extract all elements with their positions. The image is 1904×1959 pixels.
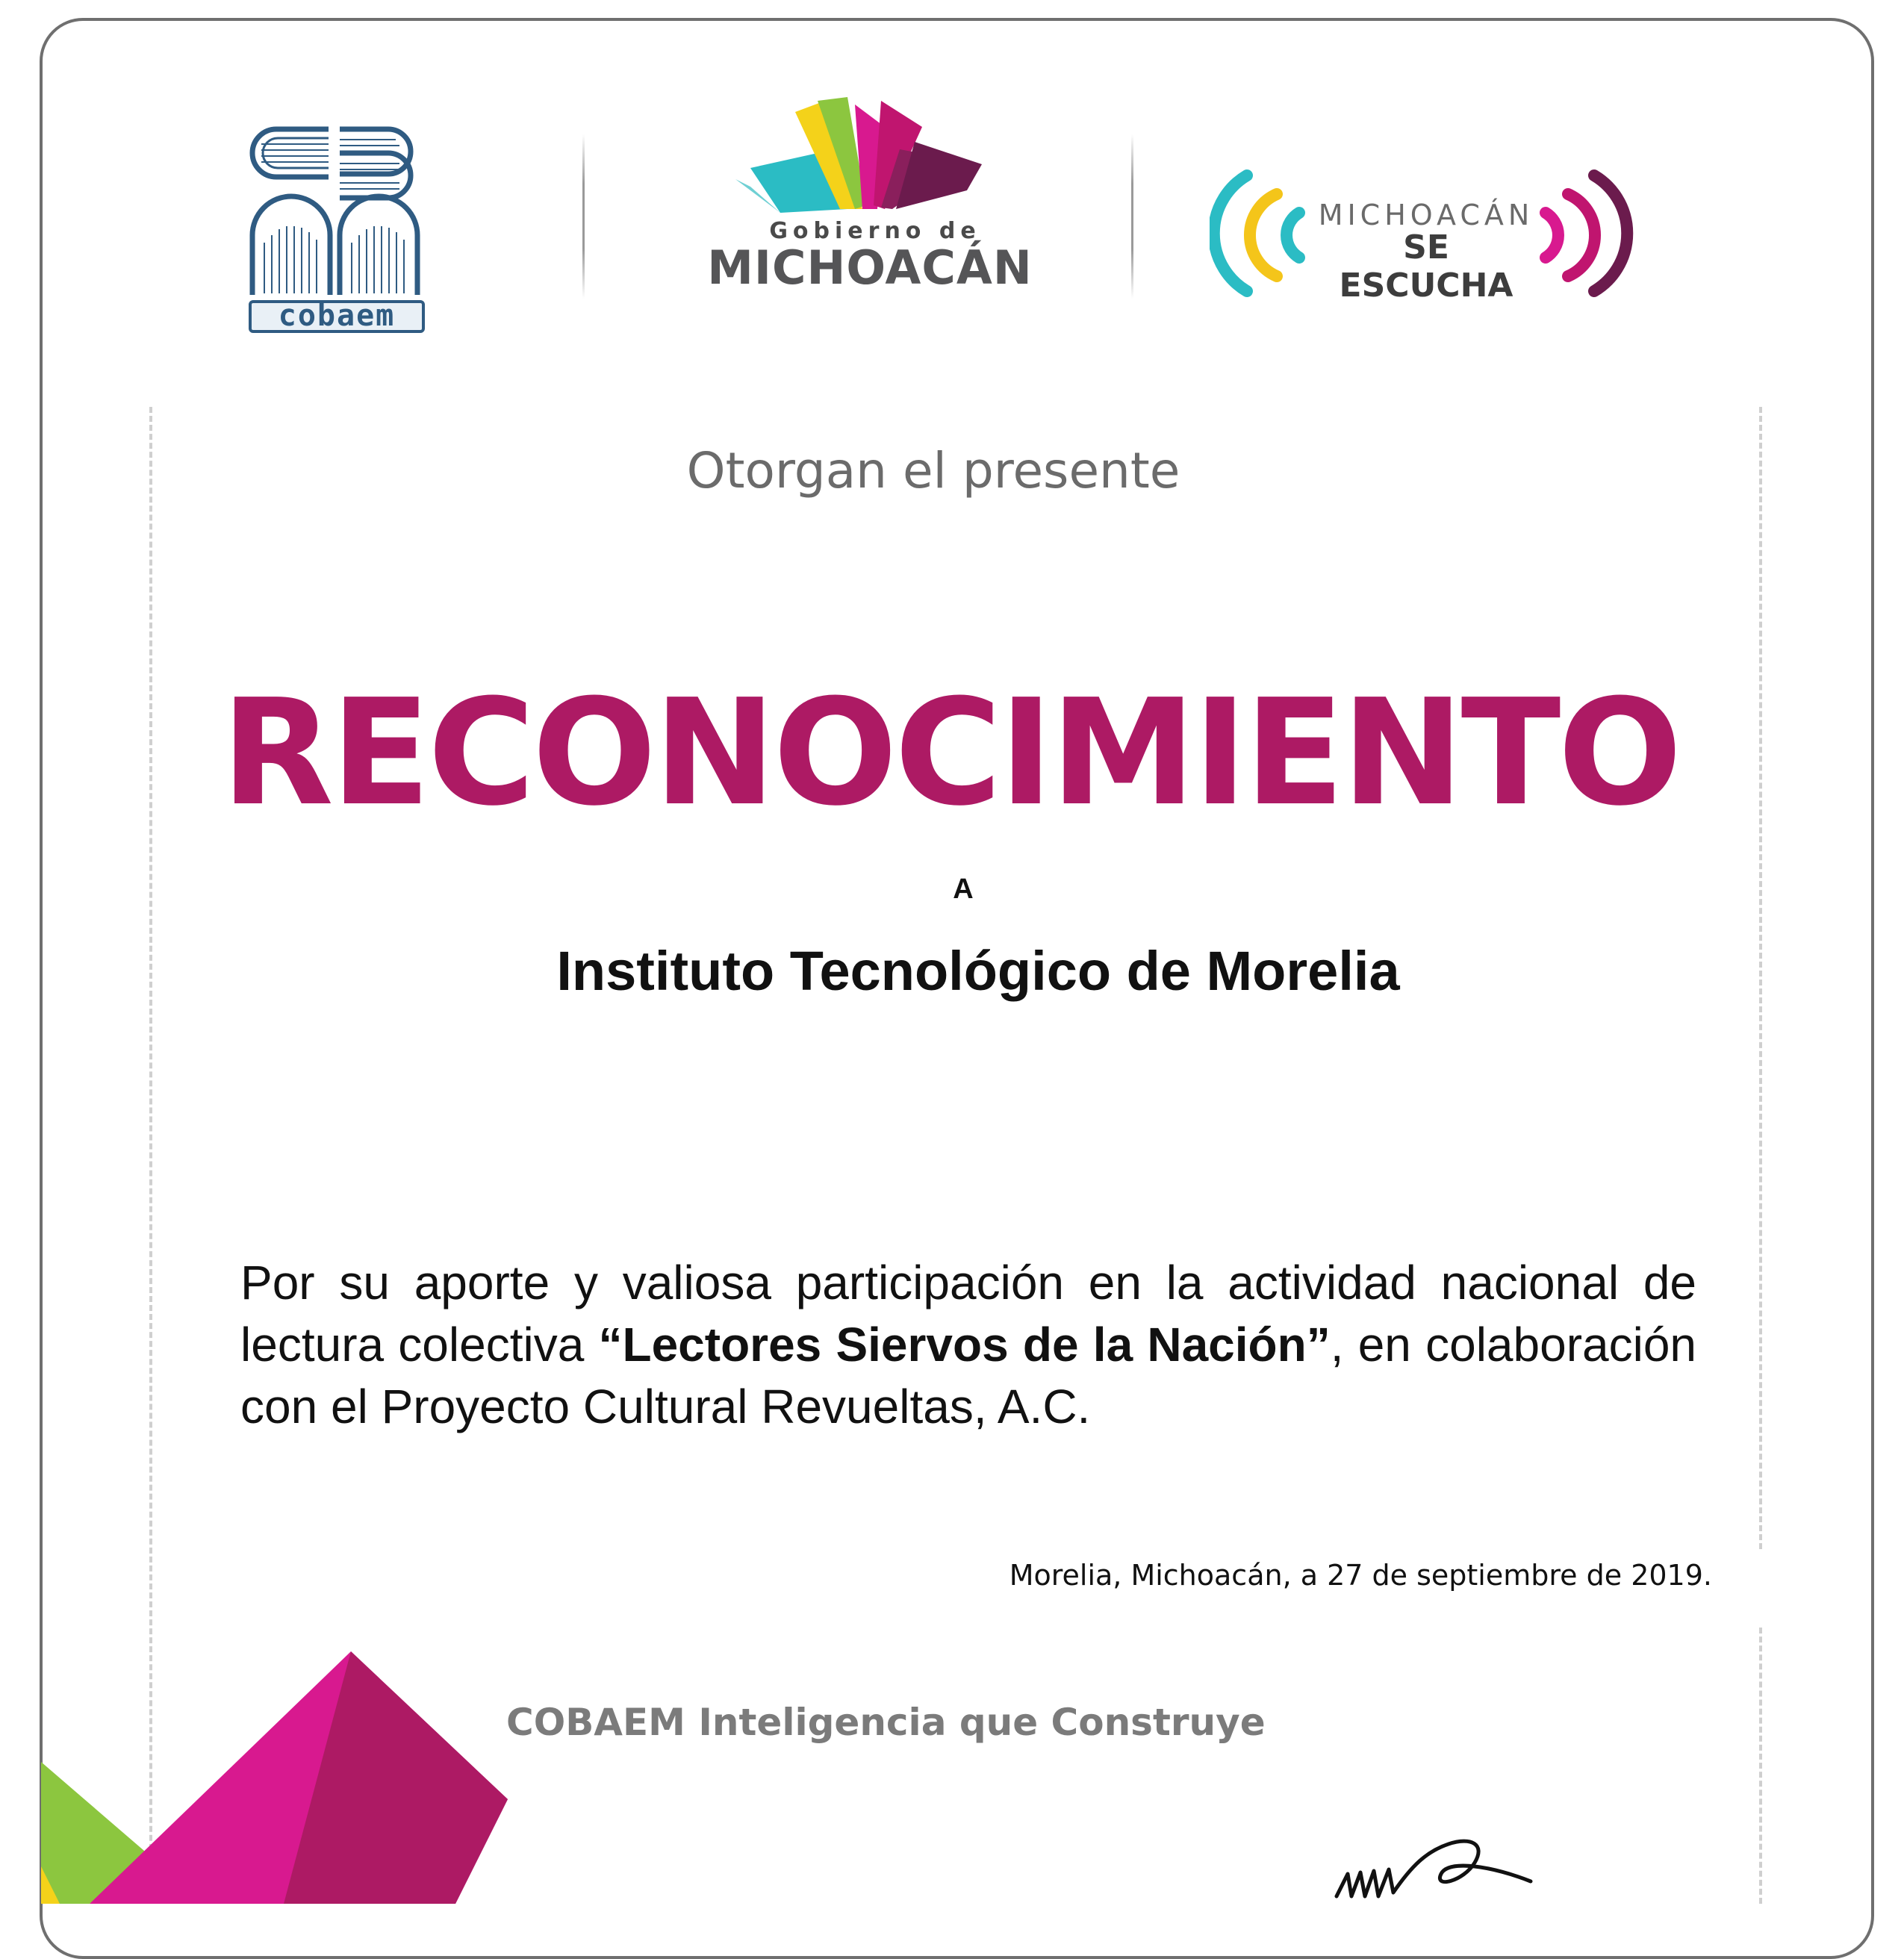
body-text-part1: Por su aporte y valiosa participación en la actividad nacional de lectura colectiva — [240, 1256, 1696, 1371]
signature — [1329, 1822, 1553, 1904]
body-text-part2: , en colaboración con el Proyecto Cultural Revueltas, A.C. — [240, 1318, 1696, 1433]
se-escucha-label: SE ESCUCHA — [1339, 228, 1513, 305]
intro-text: Otorgan el presente — [686, 442, 1180, 499]
certificate-title: RECONOCIMIENTO — [221, 668, 1679, 838]
michoacan-label-small: MICHOACÁN — [1318, 199, 1534, 231]
slogan: COBAEM Inteligencia que Construye — [506, 1701, 1266, 1744]
separator-1 — [582, 134, 585, 299]
recipient-name: Instituto Tecnológico de Morelia — [556, 940, 1400, 1002]
cobaem-wordmark: cobaem — [249, 300, 425, 333]
decorative-shapes — [0, 1642, 523, 1904]
gobierno-de-label: Gobierno de — [769, 218, 981, 244]
recipient-prefix: A — [953, 873, 974, 905]
michoacan-label: MICHOACÁN — [707, 240, 1033, 295]
recognition-body — [240, 1252, 1696, 1438]
cobaem-logo — [246, 123, 429, 302]
separator-2 — [1131, 134, 1133, 299]
activity-name: “Lectores Siervos de la Nación” — [598, 1318, 1331, 1371]
dashed-border-right-lower — [1759, 1628, 1762, 1904]
michoacan-fan-logo — [735, 97, 989, 217]
place-and-date: Morelia, Michoacán, a 27 de septiembre de 2019. — [1009, 1559, 1712, 1592]
